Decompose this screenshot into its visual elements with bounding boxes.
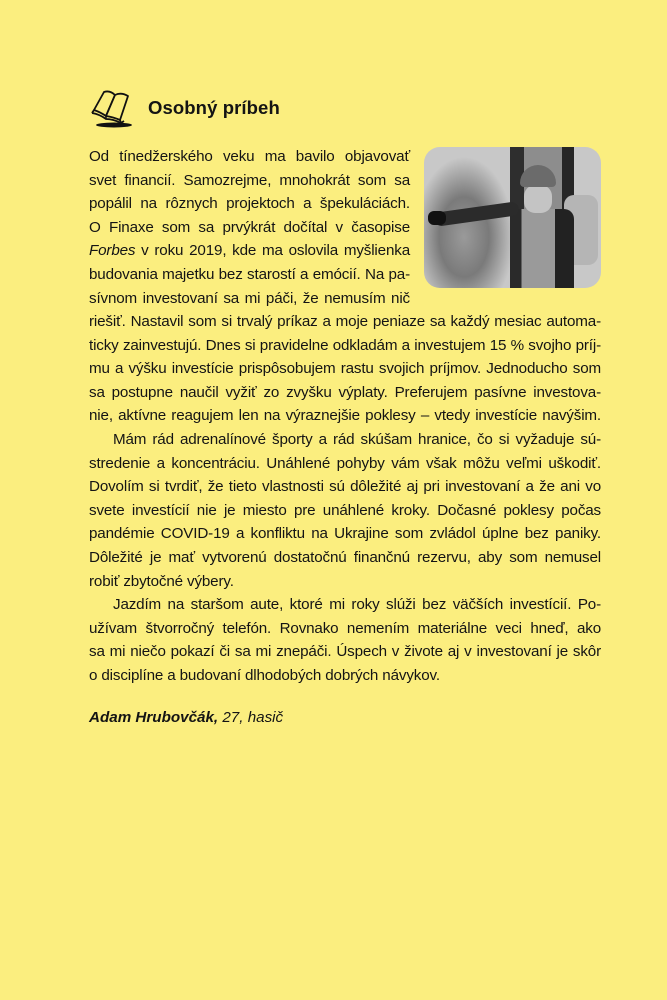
story-line: svete investícií nie je miesto pre unáhlené kroky. Dočasné poklesy počas (89, 501, 601, 519)
photo-glove (428, 211, 446, 225)
author-name: Adam Hrubovčák, (89, 709, 219, 726)
story-body (89, 310, 601, 688)
magazine-name: Forbes (89, 242, 136, 260)
author-signature (89, 709, 283, 726)
story-line: mu a výšku investície prispôsobujem rastu svojich príjmov. Jednoducho som (89, 360, 601, 378)
story-line: užívam štvorročný telefón. Rovnako nemením materiálne veci hneď, ako (89, 619, 601, 637)
story-line: Mám rád adrenalínové športy a rád skúšam hranice, čo si vyžaduje sú- (113, 430, 601, 448)
heading-title: Osobný príbeh (148, 97, 280, 118)
story-line: popálil na rôznych projektoch a špekuláciách. (89, 195, 410, 213)
story-line: nie, aktívne reagujem len na výraznejšie poklesy – vtedy investície navýšim. (89, 407, 601, 425)
story-line: Jazdím na staršom aute, ktoré mi roky slúži bez väčších investícií. Po- (113, 596, 601, 614)
story-line (89, 239, 410, 263)
story-line: ticky zainvestujú. Dnes si pravidelne odkladám a investujem 15 % svojho príj- (89, 336, 601, 354)
story-line: svet financií. Samozrejme, mnohokrát som sa (89, 171, 410, 189)
story-line: sa mi niečo pokazí či sa mi znepáči. Úspech v živote aj v investovaní je skôr (89, 643, 601, 661)
story-line-rest: v roku 2019, kde ma oslovila myšlienka (135, 242, 410, 260)
photo-face (524, 185, 552, 213)
story-intro (89, 145, 410, 310)
open-book-icon (88, 86, 138, 130)
story-line: Dôležité je mať vytvorenú dostatočnú finančnú rezervu, aby som nemusel (89, 548, 601, 566)
story-line: sa postupne naučil vyžiť zo zvyšku výplaty. Preferujem pasívne investova- (89, 383, 601, 401)
story-line: robiť zbytočné výbery. (89, 572, 234, 590)
story-line: o disciplíne a budovaní dlhodobých dobrých návykov. (89, 666, 440, 684)
story-line: sívnom investovaní sa mi páči, že nemusím nič (89, 289, 410, 307)
story-line: O Finaxe som sa prvýkrát dočítal v časopise (89, 218, 410, 236)
photo-arm (433, 201, 519, 227)
story-line: riešiť. Nastavil som si trvalý príkaz a moje peniaze sa každý mesiac automa- (89, 313, 601, 330)
story-line: Od tínedžerského veku ma bavilo objavovať (89, 148, 410, 165)
photo-body (510, 209, 574, 288)
author-details: 27, hasič (218, 709, 284, 726)
section-heading (88, 86, 280, 130)
photo-helmet (520, 165, 556, 187)
story-line: Dovolím si tvrdiť, že tieto vlastnosti sú dôležité aj pri investovaní a že ani vo (89, 478, 601, 496)
story-line: pandémie COVID-19 a konfliktu na Ukrajine som zvládol úplne bez paniky. (89, 525, 601, 543)
story-line: budovania majetku bez starostí a emócií. Na pa- (89, 265, 410, 283)
portrait-photo (424, 147, 601, 288)
story-line: stredenie a koncentráciu. Unáhlené pohyby vám však môžu veľmi uškodiť. (89, 454, 601, 472)
